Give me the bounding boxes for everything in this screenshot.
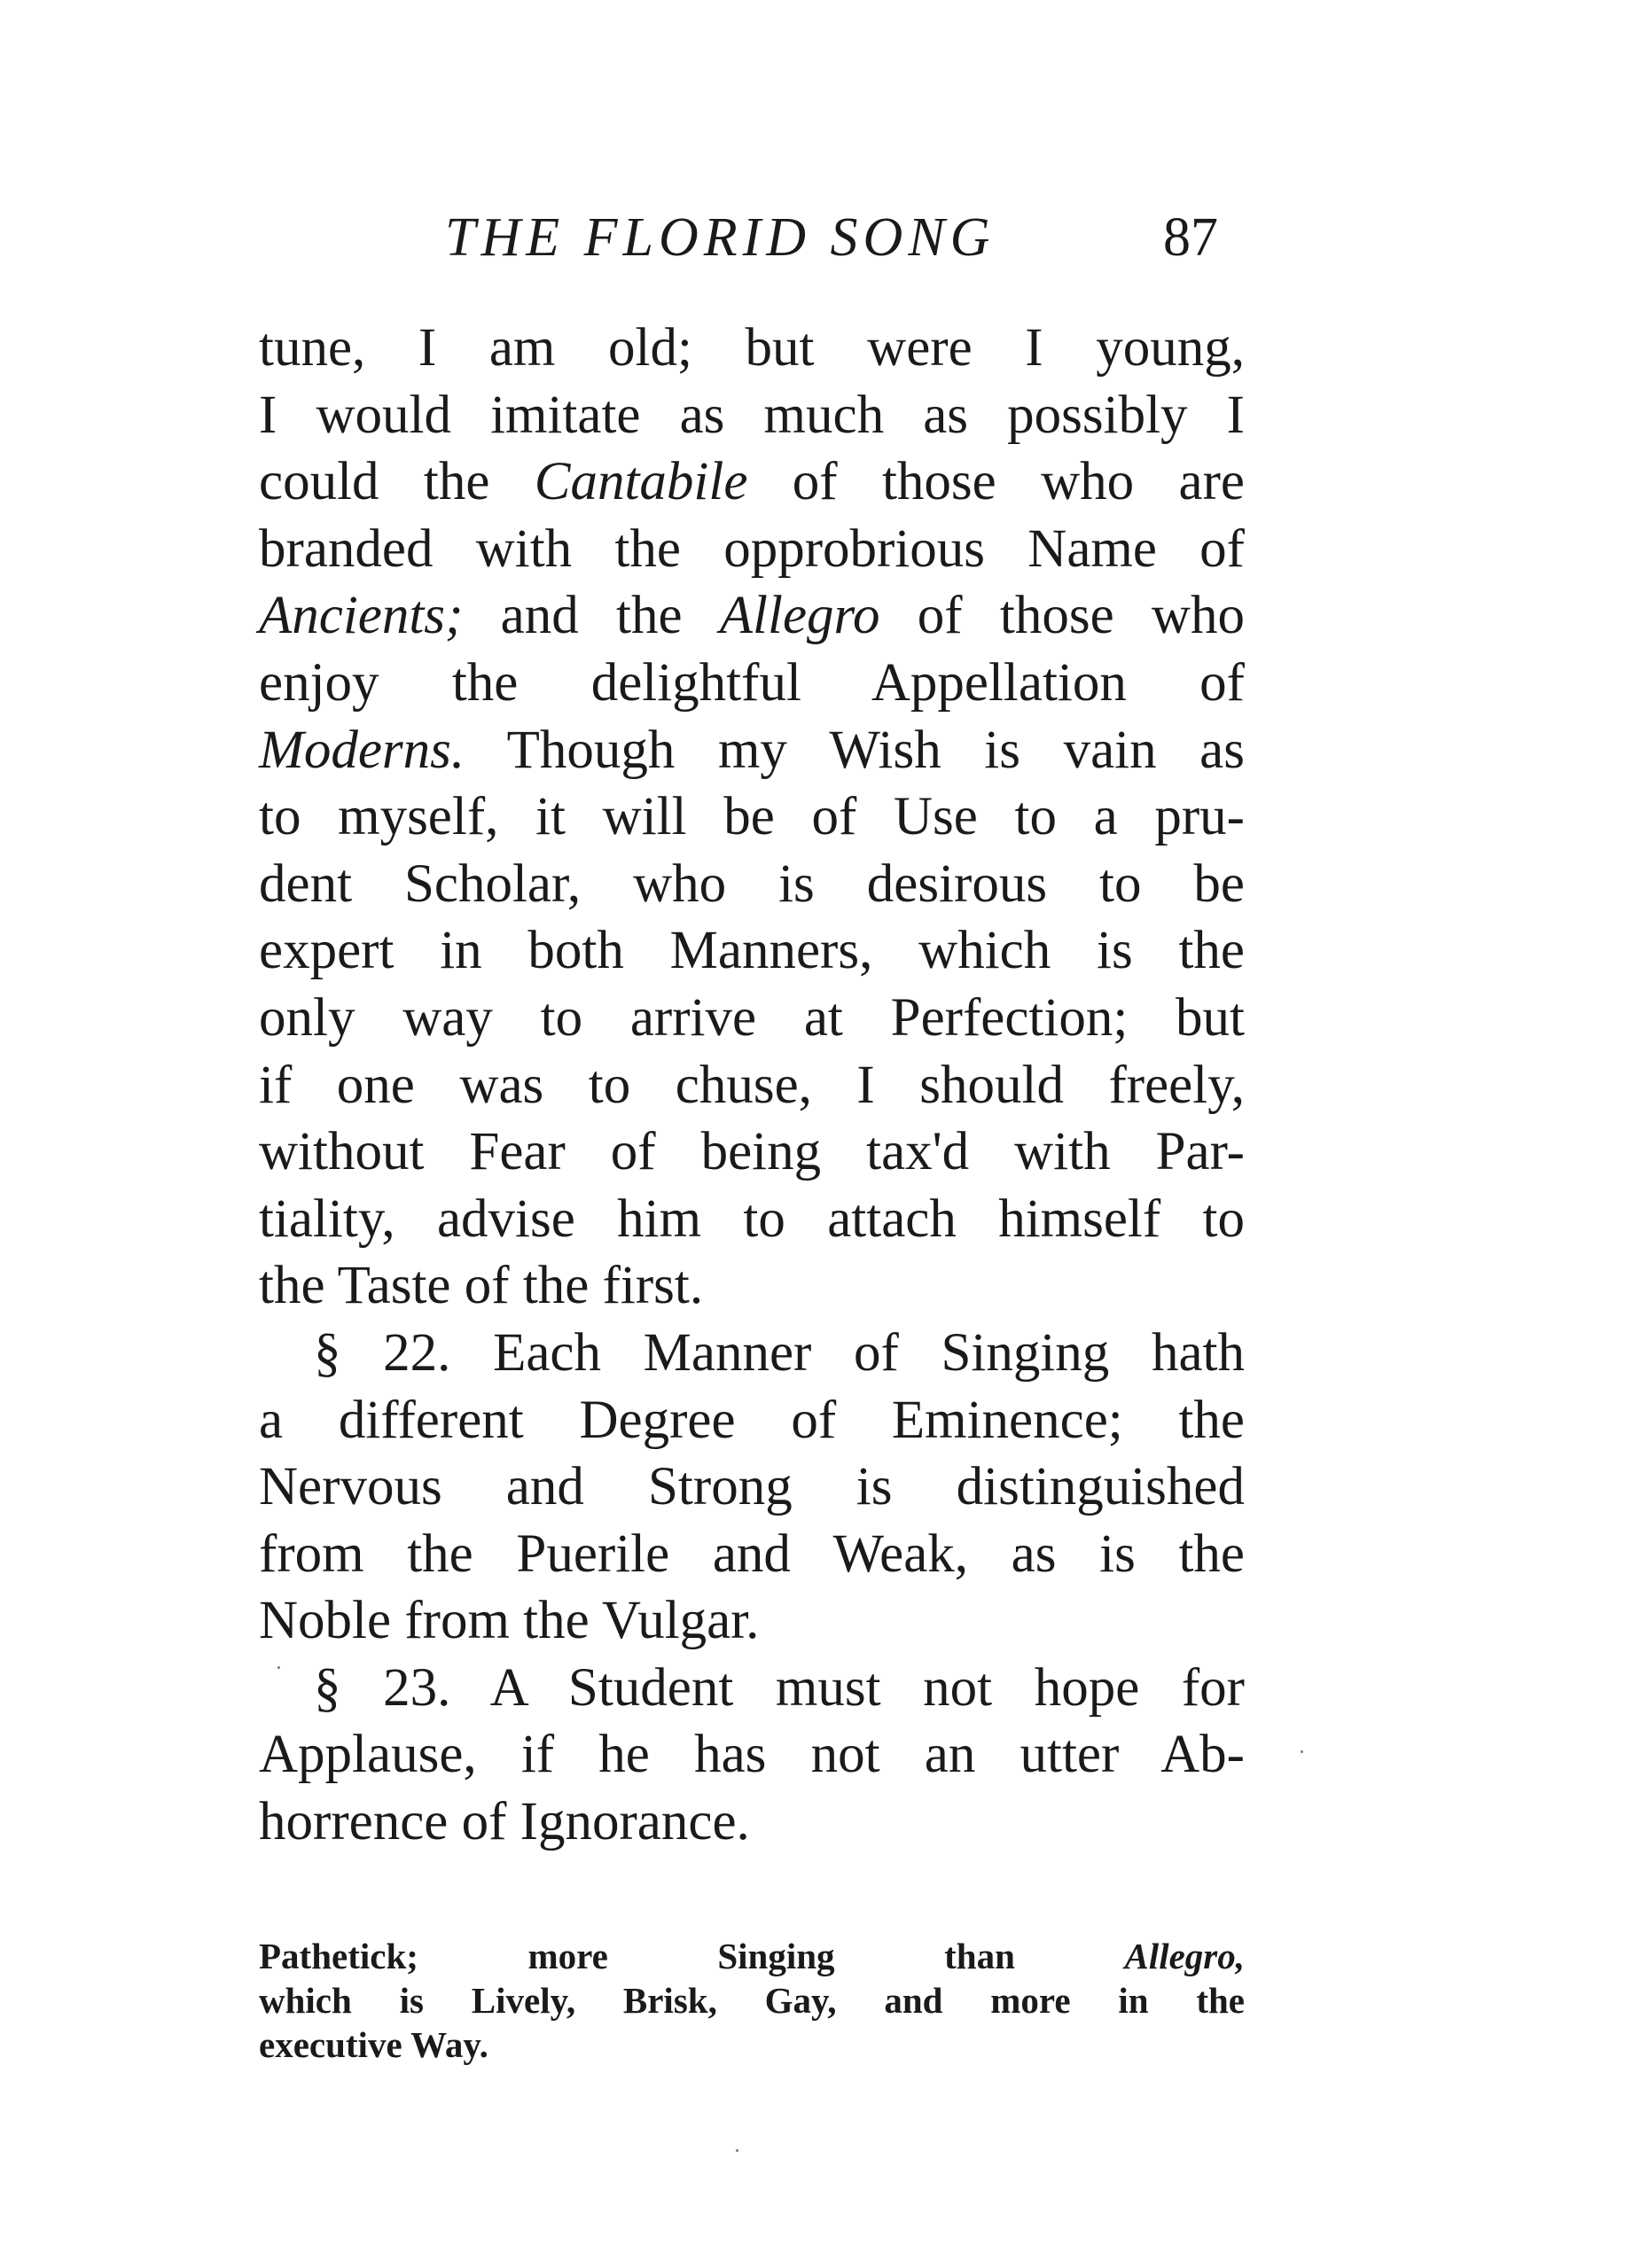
text-line bbox=[259, 448, 1245, 516]
text-run: could the bbox=[259, 452, 535, 512]
text-line: § 22. Each Manner of Singing hath bbox=[314, 1322, 1245, 1383]
text-line: tune, I am old; but were I young, bbox=[259, 318, 1245, 378]
text-run: of those who are bbox=[747, 452, 1245, 512]
text-line: Applause, if he has not an utter Ab- bbox=[259, 1725, 1245, 1785]
text-run: Though my Wish is vain as bbox=[465, 720, 1245, 780]
scan-speck bbox=[736, 2149, 738, 2152]
text-line: expert in both Manners, which is the bbox=[259, 921, 1245, 981]
text-run: of those who bbox=[879, 586, 1245, 646]
footnote bbox=[259, 1934, 1245, 2067]
text-line: branded with the opprobrious Name of bbox=[259, 518, 1245, 579]
body-text bbox=[259, 315, 1245, 1856]
running-head bbox=[259, 202, 1252, 273]
text-line: I would imitate as much as possibly I bbox=[259, 385, 1245, 445]
text-line: if one was to chuse, I should freely, bbox=[259, 1055, 1245, 1115]
footnote-line: executive Way. bbox=[259, 2024, 488, 2065]
footnote-line: which is Lively, Brisk, Gay, and more in the bbox=[259, 1980, 1245, 2021]
text-line: without Fear of being tax'd with Par- bbox=[259, 1122, 1245, 1182]
text-line: Noble from the Vulgar. bbox=[259, 1591, 760, 1651]
page-number: 87 bbox=[1163, 207, 1218, 268]
text-line: dent Scholar, who is desirous to be bbox=[259, 853, 1245, 914]
italic-term: Allegro bbox=[719, 586, 880, 646]
italic-term: Cantabile bbox=[534, 452, 748, 512]
text-line bbox=[259, 717, 1245, 784]
italic-term: Allegro, bbox=[1124, 1936, 1245, 1976]
text-line: from the Puerile and Weak, as is the bbox=[259, 1524, 1245, 1584]
scan-speck bbox=[277, 1666, 280, 1669]
text-run: Pathetick; more Singing than bbox=[259, 1936, 1125, 1976]
text-line bbox=[259, 582, 1245, 650]
text-line: to myself, it will be of Use to a pru- bbox=[259, 787, 1245, 847]
scan-speck bbox=[1301, 1750, 1303, 1753]
footnote-line bbox=[259, 1934, 1245, 1978]
text-line: only way to arrive at Perfection; but bbox=[259, 987, 1245, 1048]
text-run: and the bbox=[463, 586, 720, 646]
text-line: a different Degree of Eminence; the bbox=[259, 1390, 1245, 1450]
text-line: § 23. A Student must not hope for bbox=[314, 1657, 1245, 1718]
text-line: Nervous and Strong is distinguished bbox=[259, 1457, 1245, 1517]
text-line: horrence of Ignorance. bbox=[259, 1792, 750, 1852]
running-title: THE FLORID SONG bbox=[445, 207, 996, 268]
text-line: enjoy the delightful Appellation of bbox=[259, 652, 1245, 713]
text-line: tiality, advise him to attach himself to bbox=[259, 1189, 1245, 1249]
text-line: the Taste of the first. bbox=[259, 1256, 704, 1316]
italic-term: Ancients; bbox=[259, 586, 464, 646]
italic-term: Moderns. bbox=[259, 720, 465, 780]
